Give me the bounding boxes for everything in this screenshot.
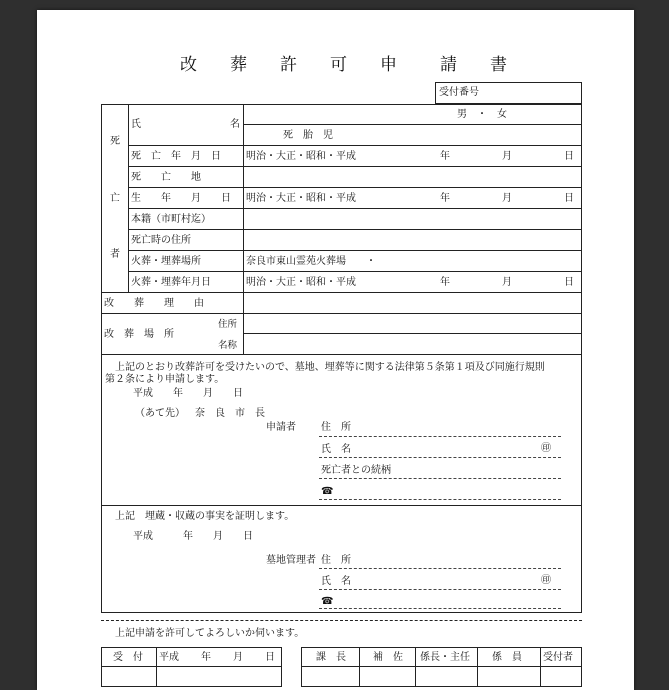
- applicant-name-field[interactable]: [319, 457, 561, 458]
- addressee-label: （あて先）: [135, 408, 185, 419]
- phone-icon: ☎: [321, 596, 334, 607]
- relation-label: 死亡者との続柄: [321, 465, 391, 476]
- title-char: 改: [180, 55, 197, 75]
- certification-date: 平成 年 月 日: [133, 531, 253, 542]
- year-label: 年: [440, 277, 450, 288]
- receipt-month: 月: [233, 652, 243, 663]
- day-label: 日: [564, 151, 574, 162]
- death-date-label: 死 亡 年 月 日: [131, 151, 221, 162]
- receipt-year: 年: [201, 652, 211, 663]
- name-label-right: 名: [230, 119, 240, 130]
- application-text: 第２条により申請します。: [105, 374, 225, 385]
- document-page: [37, 10, 634, 690]
- manager-phone-field[interactable]: [319, 608, 561, 609]
- manager-address-label: 住 所: [321, 555, 351, 566]
- reburial-name-label: 名称: [218, 340, 238, 351]
- receipt-era: 平成: [159, 652, 179, 663]
- era-options: 明治・大正・昭和・平成: [246, 151, 356, 162]
- reburial-reason-label: 改 葬 理 由: [104, 298, 204, 309]
- applicant-name-label: 氏 名: [321, 444, 351, 455]
- seal-icon: ㊞: [541, 575, 551, 586]
- manager-name-field[interactable]: [319, 589, 561, 590]
- death-place-label: 死 亡 地: [131, 172, 201, 183]
- manager-address-field[interactable]: [319, 568, 561, 569]
- deceased-side-char: 亡: [110, 193, 120, 204]
- receipt-day: 日: [265, 652, 275, 663]
- era-options: 明治・大正・昭和・平成: [246, 193, 356, 204]
- month-label: 月: [502, 277, 512, 288]
- cremation-date-label: 火葬・埋葬年月日: [131, 277, 211, 288]
- year-label: 年: [440, 193, 450, 204]
- stamp-col-receiver: 受付者: [543, 652, 573, 663]
- receipt-label: 受 付: [113, 652, 143, 663]
- month-label: 月: [502, 193, 512, 204]
- title-char: 申: [380, 55, 397, 75]
- domicile-label: 本籍（市町村迄）: [131, 214, 211, 225]
- approval-request-text: 上記申請を許可してよろしいか伺います。: [115, 628, 305, 639]
- stamp-col-subsection-chief: 係長・主任: [420, 652, 470, 663]
- title-char: 葬: [230, 55, 247, 75]
- applicant-address-field[interactable]: [319, 436, 561, 437]
- phone-icon: ☎: [321, 486, 334, 497]
- birth-date-label: 生 年 月 日: [131, 193, 231, 204]
- application-date: 平成 年 月 日: [133, 388, 243, 399]
- applicant-phone-field[interactable]: [319, 499, 561, 500]
- reburial-place-label: 改 葬 場 所: [104, 329, 174, 340]
- seal-icon: ㊞: [541, 443, 551, 454]
- certification-text: 上記 埋蔵・収蔵の事実を証明します。: [115, 511, 295, 522]
- title-char: 許: [280, 55, 297, 75]
- day-label: 日: [564, 277, 574, 288]
- relation-field[interactable]: [319, 478, 561, 479]
- cremation-place-value: 奈良市東山霊苑火葬場 ・: [246, 256, 376, 267]
- sex-options: 男 ・ 女: [457, 109, 507, 120]
- application-text: 上記のとおり改葬許可を受けたいので、墓地、埋葬等に関する法律第５条第１項及び同施行規則: [115, 362, 545, 373]
- reburial-address-label: 住所: [218, 319, 238, 330]
- deceased-side-char: 者: [110, 249, 120, 260]
- manager-label: 墓地管理者: [266, 555, 316, 566]
- deceased-side-char: 死: [110, 136, 120, 147]
- name-label-left: 氏: [131, 119, 141, 130]
- title-char: 書: [490, 55, 507, 75]
- cremation-place-label: 火葬・埋葬場所: [131, 256, 201, 267]
- title-char: 請: [440, 55, 457, 75]
- month-label: 月: [502, 151, 512, 162]
- title-char: 可: [330, 55, 347, 75]
- era-options: 明治・大正・昭和・平成: [246, 277, 356, 288]
- manager-name-label: 氏 名: [321, 576, 351, 587]
- year-label: 年: [440, 151, 450, 162]
- cut-line: [101, 620, 582, 621]
- addressee: 奈 良 市 長: [195, 408, 265, 419]
- receipt-number-label: 受付番号: [439, 87, 479, 98]
- address-at-death-label: 死亡時の住所: [131, 235, 191, 246]
- stillborn-label: 死 胎 児: [283, 130, 333, 141]
- applicant-label: 申請者: [266, 422, 296, 433]
- stamp-col-section-chief: 課 長: [316, 652, 346, 663]
- stamp-col-assistant: 補 佐: [373, 652, 403, 663]
- applicant-address-label: 住 所: [321, 422, 351, 433]
- day-label: 日: [564, 193, 574, 204]
- stamp-col-staff: 係 員: [492, 652, 522, 663]
